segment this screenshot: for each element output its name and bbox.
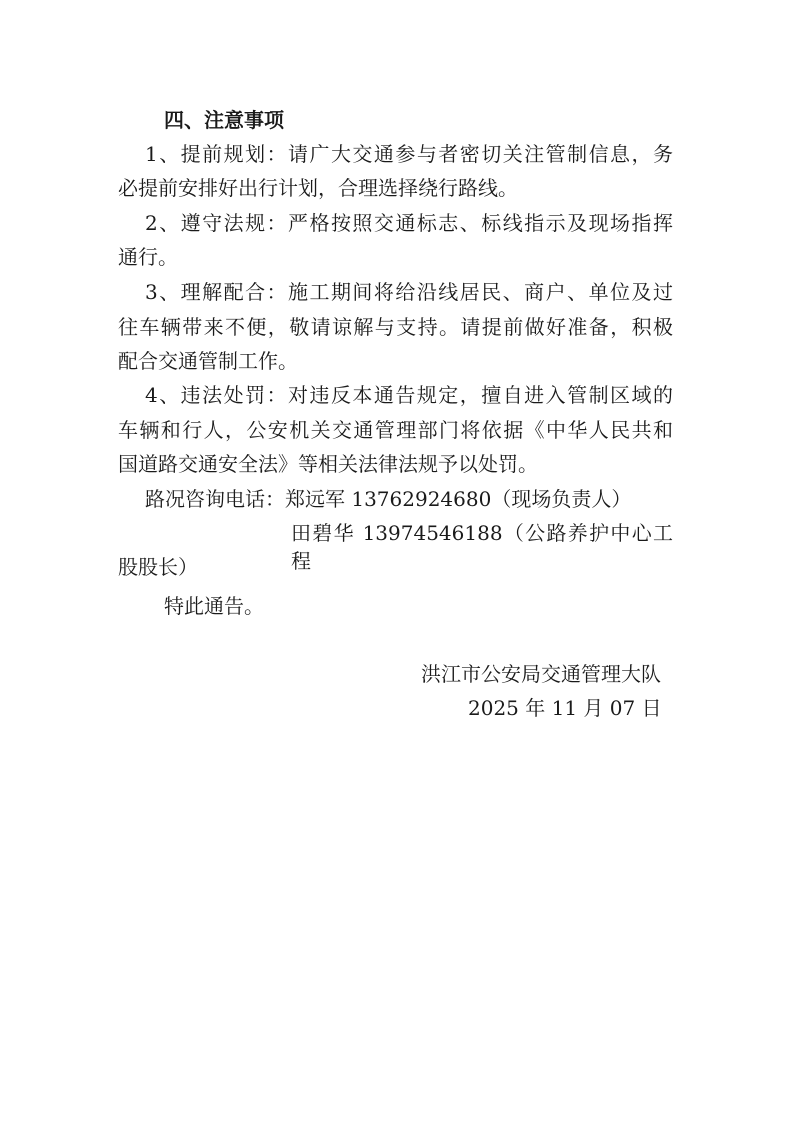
item-3-line-2: 往车辆带来不便，敬请谅解与支持。请提前做好准备，积极 <box>118 315 673 339</box>
signature-date: 2025 年 11 月 07 日 <box>468 696 662 720</box>
item-4-line-2: 车辆和行人，公安机关交通管理部门将依据《中华人民共和 <box>118 418 673 442</box>
signature-org: 洪江市公安局交通管理大队 <box>421 662 661 686</box>
section-heading: 四、注意事项 <box>164 108 284 132</box>
item-2-line-2: 通行。 <box>118 245 178 269</box>
contact-line-3: 股股长） <box>118 555 198 579</box>
contact-line-1: 路况咨询电话：郑远军 13762924680（现场负责人） <box>145 487 632 511</box>
item-1-line-1: 1、提前规划：请广大交通参与者密切关注管制信息，务 <box>145 142 673 166</box>
item-4-line-3: 国道路交通安全法》等相关法律法规予以处罚。 <box>118 452 538 476</box>
contact-line-2: 田碧华 13974546188（公路养护中心工程 <box>291 521 673 573</box>
closing-text: 特此通告。 <box>164 594 264 618</box>
item-3-line-1: 3、理解配合：施工期间将给沿线居民、商户、单位及过 <box>145 280 673 304</box>
item-1-line-2: 必提前安排好出行计划，合理选择绕行路线。 <box>118 176 518 200</box>
item-4-line-1: 4、违法处罚：对违反本通告规定，擅自进入管制区域的 <box>145 383 673 407</box>
item-3-line-3: 配合交通管制工作。 <box>118 349 298 373</box>
item-2-line-1: 2、遵守法规：严格按照交通标志、标线指示及现场指挥 <box>145 211 673 235</box>
